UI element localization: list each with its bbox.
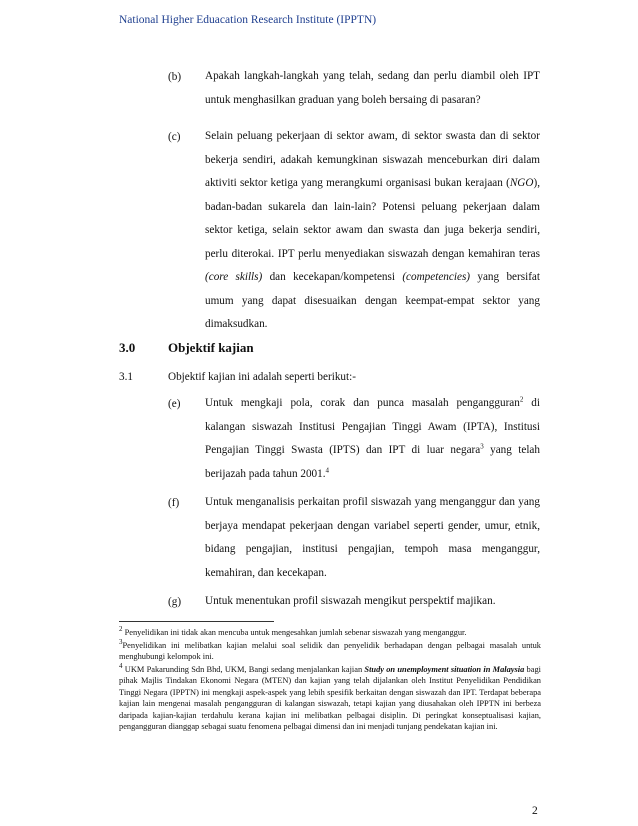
running-header: National Higher Eduacation Research Institute (IPPTN) [119, 14, 377, 26]
footnote-text: Penyelidikan ini melibatkan kajian melalui soal selidik dan penyelidik berhadapan dengan pelbagai masalah untuk menghubungi kelompok ini. [119, 641, 541, 662]
footnote-mark: 4 [119, 662, 123, 671]
footnote-3 [119, 640, 541, 663]
footnote-4 [119, 664, 541, 732]
item-text: Untuk menentukan profil siswazah mengikut perspektif majikan. [205, 595, 496, 607]
item-label: (b) [168, 71, 182, 83]
footnote-text: UKM Pakarunding Sdn Bhd, UKM, Bangi sedang menjalankan kajian Study on unemployment situation in Malaysia bagi pihak Majlis Tindakan Ekonomi Negara (MTEN) dan kajian yang telah dijalankan oleh Institut Penyelidikan Pendidikan Tinggi Negara (IPPTN) ini mengkaji aspek-aspek yang lebih spesifik berkaitan dengan siswazah dan IPT. Terdapat beberapa kajian lain mengenai masalah pengangguran di kalangan siswazah, tetapi kajian yang diusahakan oleh IPPTN ini berbeza daripada kajian-kajian terdahulu kerana kajian ini melibatkan pelbagai disiplin. Di peringkat konseptualisasi kajian, pengangguran dianggap sebagai suatu fenomena pelbagai dimensi dan ini menjadi tunjang pendekatan kajian ini. [119, 665, 541, 732]
subsection-number: 3.1 [119, 371, 133, 383]
item-label: (e) [168, 398, 181, 410]
footnote-mark: 2 [119, 625, 123, 634]
section-title: Objektif kajian [168, 340, 254, 355]
item-label: (c) [168, 131, 181, 143]
item-text: Untuk menganalisis perkaitan profil siswazah yang menganggur dan yang berjaya mendapat pekerjaan dengan variabel seperti gender, umur, etnik, bidang pengajian, institusi pengajian, tempoh masa menganggur, kemahiran, dan kecekapan. [205, 496, 540, 579]
item-label: (g) [168, 596, 182, 608]
footnote-rule [119, 621, 274, 622]
item-text: Untuk mengkaji pola, corak dan punca masalah pengangguran$^2$ di kalangan siswazah Institusi Pengajian Tinggi Awam (IPTA), Institusi Pengajian Tinggi Swasta (IPTS) dan IPT di luar negara$^3$ yang telah berijazah pada tahun 2001.$^4$ [205, 395, 541, 480]
section-number: 3.0 [119, 340, 136, 355]
item-text: Selain peluang pekerjaan di sektor awam, di sektor swasta dan di sektor bekerja sendiri, adakah kemungkinan siswazah menceburkan diri dalam aktiviti sektor ketiga yang merangkumi organisasi bukan kerajaan (NGO), badan-badan sukarela dan lain-lain? Potensi peluang pekerjaan dalam sektor ketiga, selain sektor awam dan swasta dan juga bekerja sendiri, perlu diterokai. IPT perlu menyediakan siswazah dengan kemahiran teras (core skills) dan kecekapan/kompetensi (competencies) yang bersifat umum yang dapat disesuaikan dengan keempat-empat sektor yang dimaksudkan. [205, 130, 540, 330]
footnote-text: Penyelidikan ini tidak akan mencuba untuk mengesahkan jumlah sebenar siswazah yang menganggur. [124, 628, 467, 637]
footnote-mark: 3 [119, 638, 123, 647]
subsection-text: Objektif kajian ini adalah seperti berikut:- [168, 371, 356, 383]
page-number: 2 [532, 805, 538, 817]
footnote-2 [119, 627, 541, 638]
item-label: (f) [168, 497, 180, 509]
item-text: Apakah langkah-langkah yang telah, sedang dan perlu diambil oleh IPT untuk menghasilkan graduan yang boleh bersaing di pasaran? [205, 70, 540, 106]
